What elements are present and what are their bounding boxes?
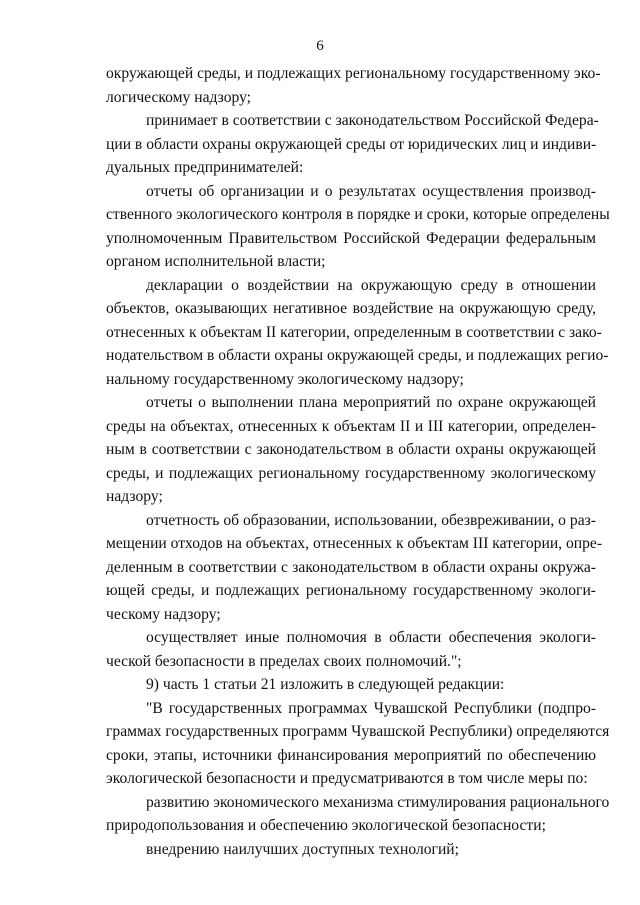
text-line: среды на объектах, отнесенных к объектам II и III категории, определен- — [106, 417, 596, 435]
text-line: принимает в соответствии с законодательством Российской Федера- — [146, 112, 599, 129]
text-line: отчетность об образовании, использовании, обезвреживании, о раз- — [146, 511, 596, 529]
page-number: 6 — [316, 38, 324, 54]
text-line: органом исполнительной власти; — [106, 253, 326, 270]
text-line: окружающей среды, и подлежащих региональному государственному эко- — [106, 65, 601, 82]
text-line: среды, и подлежащих региональному государственному экологическому — [106, 464, 596, 482]
document-body — [106, 62, 610, 861]
text-line: объектов, оказывающих негативное воздействие на окружающую среду, — [106, 300, 596, 317]
text-line: развитию экономического механизма стимулирования рационального — [146, 793, 610, 811]
text-line: внедрению наилучших доступных технологий; — [146, 840, 459, 858]
text-line: ческому надзору; — [106, 605, 221, 623]
text-line: ции в области охраны окружающей среды от юридических лиц и индиви- — [106, 135, 597, 153]
text-line: сроки, этапы, источники финансирования мероприятий по обеспечению — [106, 746, 596, 764]
text-line: ющей среды, и подлежащих региональному государственному экологи- — [106, 582, 596, 599]
text-line: декларации о воздействии на окружающую среду в отношении — [146, 276, 596, 294]
text-line: мещении отходов на объектах, отнесенных к объектам III категории, опре- — [106, 535, 603, 552]
text-line: нальному государственному экологическому надзору; — [106, 370, 464, 388]
text-line: граммах государственных программ Чувашской Республики) определяются — [106, 723, 610, 740]
text-line: ческой безопасности в пределах своих полномочий."; — [106, 652, 462, 670]
text-line: отнесенных к объектам II категории, определенным в соответствии с зако- — [106, 323, 602, 341]
text-line: деленным в соответствии с законодательством в области охраны окружа- — [106, 558, 596, 576]
text-line: надзору; — [106, 488, 163, 505]
text-line: уполномоченным Правительством Российской Федерации федеральным — [106, 229, 596, 247]
text-line: ственного экологического контроля в порядке и сроки, которые определены — [106, 206, 610, 223]
text-line: природопользования и обеспечению экологической безопасности; — [106, 817, 546, 834]
text-line: 9) часть 1 статьи 21 изложить в следующей редакции: — [146, 676, 505, 693]
text-line: экологической безопасности и предусматриваются в том числе меры по: — [106, 770, 588, 787]
text-line: отчеты об организации и о результатах осуществления производ- — [146, 182, 596, 200]
text-line: отчеты о выполнении плана мероприятий по охране окружающей — [146, 394, 596, 411]
text-line: "В государственных программах Чувашской Республики (подпро- — [146, 699, 596, 717]
text-line: осуществляет иные полномочия в области обеспечения экологи- — [146, 629, 596, 646]
text-line: дуальных предпринимателей: — [106, 159, 304, 176]
text-line: нодательством в области охраны окружающей среды, и подлежащих регио- — [106, 347, 609, 364]
text-line: ным в соответствии с законодательством в области охраны окружающей — [106, 441, 596, 458]
text-line: логическому надзору; — [106, 88, 252, 106]
